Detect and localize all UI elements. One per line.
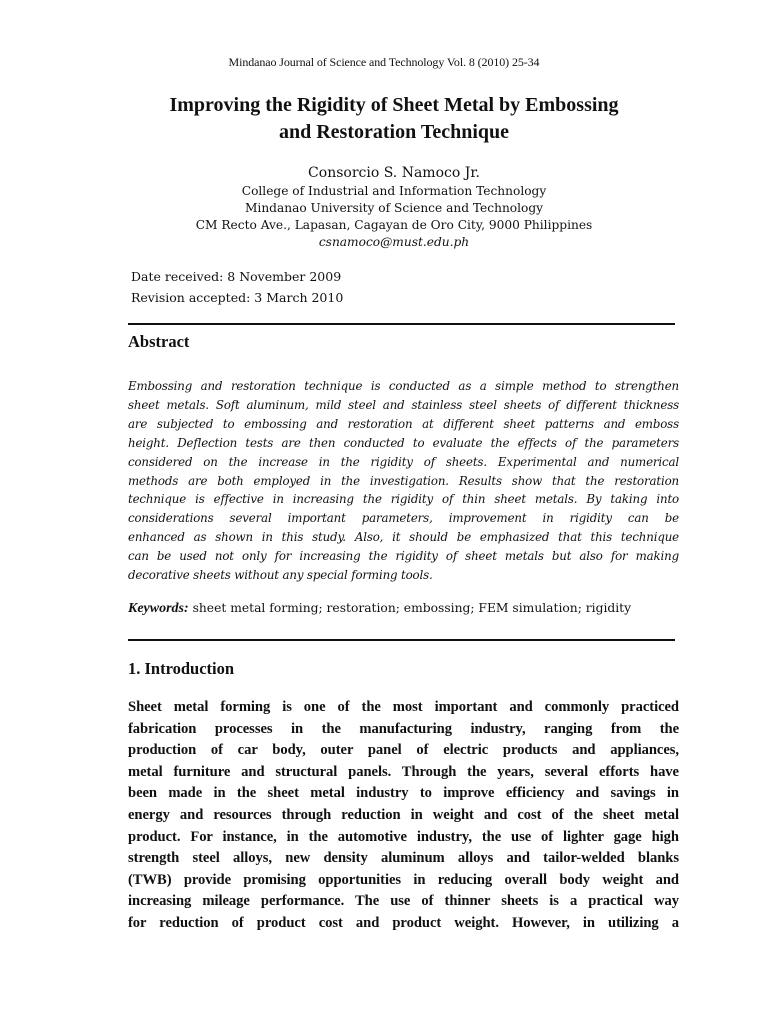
keywords-label: Keywords: — [128, 601, 189, 616]
horizontal-rule — [128, 639, 675, 641]
introduction-line: product. For instance, in the automotive industry, the use of lighter gage high — [128, 828, 679, 845]
introduction-line: (TWB) provide promising opportunities in reducing overall body weight and — [128, 871, 679, 888]
abstract-line: are subjected to embossing and restoration at different sheet patterns and emboss — [128, 416, 679, 431]
abstract-line: sheet metals. Soft aluminum, mild steel and stainless steel sheets of different thickness — [128, 397, 679, 412]
paper-title-line: and Restoration Technique — [278, 121, 510, 143]
author-name: Consorcio S. Namoco Jr. — [308, 165, 480, 181]
introduction-line: fabrication processes in the manufacturing industry, ranging from the — [128, 720, 679, 737]
abstract-line: can be used not only for increasing the rigidity of sheet metals but also for making — [128, 549, 679, 564]
abstract-line: considerations several important parameters, improvement in rigidity can be — [128, 511, 679, 526]
introduction-line: production of car body, outer panel of electric products and appliances, — [128, 742, 679, 759]
paper-title-line: Improving the Rigidity of Sheet Metal by Embossing — [169, 94, 619, 116]
author-affiliation: College of Industrial and Information Technology — [241, 184, 547, 198]
introduction-line: Sheet metal forming is one of the most important and commonly practiced — [128, 699, 679, 715]
author-block — [100, 164, 688, 251]
introduction-line: been made in the sheet metal industry to improve efficiency and savings in — [128, 785, 679, 802]
keywords-text: sheet metal forming; restoration; embossing; FEM simulation; rigidity — [188, 601, 632, 615]
abstract-line: enhanced as shown in this study. Also, it should be emphasized that this technique — [128, 530, 679, 545]
introduction-line: for reduction of product cost and product weight. However, in utilizing a — [128, 914, 679, 931]
introduction-line: strength steel alloys, new density aluminum alloys and tailor-welded blanks — [128, 850, 679, 867]
abstract-line: height. Deflection tests are then conducted to evaluate the effects of the parameters — [128, 435, 679, 450]
dates-block — [131, 266, 671, 308]
introduction-body — [128, 697, 679, 935]
author-address: CM Recto Ave., Lapasan, Cagayan de Oro City, 9000 Philippines — [195, 218, 593, 232]
introduction-line: increasing mileage performance. The use of thinner sheets is a practical way — [128, 893, 679, 910]
author-email[interactable]: csnamoco@must.edu.ph — [318, 235, 470, 249]
abstract-heading: Abstract — [128, 332, 190, 351]
horizontal-rule — [128, 323, 675, 325]
abstract-body — [128, 377, 679, 585]
abstract-line: considered on the increase in the rigidity of sheets. Experimental and numerical — [128, 454, 679, 469]
date-accepted: Revision accepted: 3 March 2010 — [131, 290, 344, 305]
introduction-line: metal furniture and structural panels. Through the years, several efforts have — [128, 763, 679, 780]
date-received: Date received: 8 November 2009 — [131, 269, 342, 284]
introduction-line: energy and resources through reduction in weight and cost of the sheet metal — [128, 806, 679, 823]
abstract-line: methods are both employed in the investigation. Results show that the restoration — [128, 473, 679, 488]
abstract-line: technique is effective in increasing the rigidity of thin sheet metals. By taking into — [128, 492, 679, 507]
journal-header: Mindanao Journal of Science and Technology Vol. 8 (2010) 25-34 — [228, 55, 540, 69]
author-affiliation: Mindanao University of Science and Technology — [244, 201, 544, 215]
abstract-line: decorative sheets without any special forming tools. — [128, 568, 433, 583]
paper-title — [110, 92, 678, 146]
introduction-heading: 1. Introduction — [128, 659, 235, 678]
abstract-line: Embossing and restoration technique is conducted as a simple method to strengthen — [128, 379, 679, 393]
keywords — [128, 601, 679, 617]
